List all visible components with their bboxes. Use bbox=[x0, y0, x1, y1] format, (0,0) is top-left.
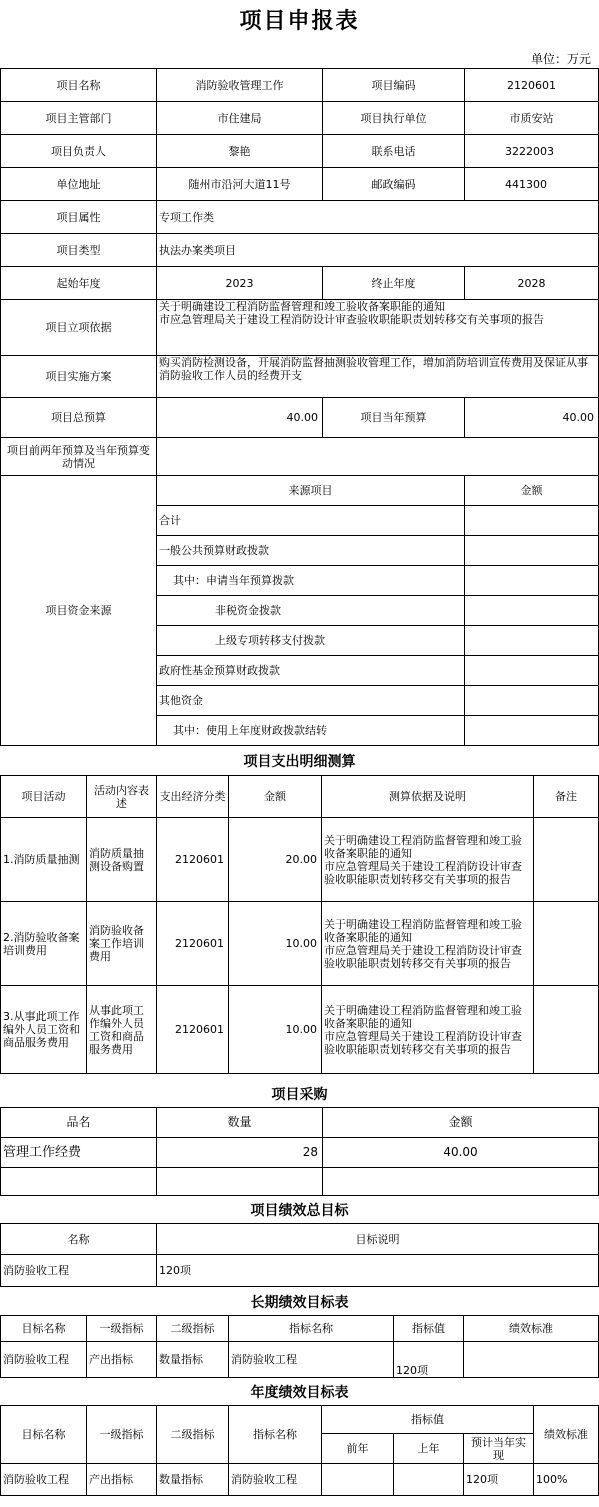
annual-subheader: 前年 bbox=[322, 1434, 394, 1464]
zip-value: 441300 bbox=[465, 168, 599, 201]
funding-row-carryover: 其中：使用上年度财政拨款结转 bbox=[157, 716, 465, 746]
type-value: 执法办案类项目 bbox=[157, 234, 599, 267]
funding-amount bbox=[465, 716, 599, 746]
purchase-header: 金额 bbox=[323, 1108, 599, 1138]
project-info-table bbox=[0, 68, 599, 746]
expense-amount: 10.00 bbox=[229, 986, 322, 1074]
expense-content: 消防质量抽测设备购置 bbox=[87, 818, 157, 902]
purchase-header: 品名 bbox=[1, 1108, 157, 1138]
total-value: 40.00 bbox=[157, 398, 323, 438]
annual-prev2 bbox=[322, 1464, 394, 1496]
annual-header: 指标值 bbox=[322, 1406, 534, 1434]
expense-header: 项目活动 bbox=[1, 776, 87, 818]
exec-label: 项目执行单位 bbox=[323, 102, 465, 135]
expense-class: 2120601 bbox=[157, 902, 229, 986]
start-label: 起始年度 bbox=[1, 267, 157, 300]
basis-label: 项目立项依据 bbox=[1, 300, 157, 356]
purchase-name bbox=[1, 1168, 157, 1196]
expense-basis: 关于明确建设工程消防监督管理和竣工验收备案职能的通知 市应急管理局关于建设工程消防设计审查验收职能职责划转移交有关事项的报告 bbox=[322, 818, 534, 902]
funding-row-other: 其他资金 bbox=[157, 686, 465, 716]
purchase-header: 数量 bbox=[157, 1108, 323, 1138]
annual-header: 目标名称 bbox=[1, 1406, 87, 1464]
expense-header: 金额 bbox=[229, 776, 322, 818]
annual-subheader: 预计当年实现 bbox=[464, 1434, 534, 1464]
longterm-table bbox=[0, 1315, 599, 1378]
funding-row-transfer: 上级专项转移支付拨款 bbox=[157, 626, 465, 656]
addr-value: 随州市沿河大道11号 bbox=[157, 168, 323, 201]
annual-expected: 120项 bbox=[464, 1464, 534, 1496]
end-value: 2028 bbox=[465, 267, 599, 300]
annual-table bbox=[0, 1405, 599, 1496]
annual-header: 二级指标 bbox=[157, 1406, 229, 1464]
purchase-name: 管理工作经费 bbox=[1, 1138, 157, 1168]
overall-desc: 120项 bbox=[157, 1255, 599, 1287]
exec-value: 市质安站 bbox=[465, 102, 599, 135]
funding-col-amount: 金额 bbox=[465, 476, 599, 506]
purchase-amount bbox=[323, 1168, 599, 1196]
annual-subheader: 上年 bbox=[394, 1434, 464, 1464]
dept-label: 项目主管部门 bbox=[1, 102, 157, 135]
project-name: 消防验收管理工作 bbox=[157, 69, 323, 102]
expense-note bbox=[534, 818, 599, 902]
unit-label: 单位：万元 bbox=[530, 52, 591, 66]
longterm-l1: 产出指标 bbox=[87, 1342, 157, 1378]
annual-indicator: 消防验收工程 bbox=[229, 1464, 322, 1496]
change-label: 项目前两年预算及当年预算变动情况 bbox=[1, 438, 157, 476]
phone-label: 联系电话 bbox=[323, 135, 465, 168]
expense-content: 消防验收备案工作培训费用 bbox=[87, 902, 157, 986]
basis-value: 关于明确建设工程消防监督管理和竣工验收备案职能的通知 市应急管理局关于建设工程消防设计审查验收职能职责划转移交有关事项的报告 bbox=[157, 300, 599, 356]
year-value: 40.00 bbox=[465, 398, 599, 438]
owner-value: 黎艳 bbox=[157, 135, 323, 168]
page-title: 项目申报表 bbox=[239, 9, 360, 34]
expense-activity: 2.消防验收备案培训费用 bbox=[1, 902, 87, 986]
longterm-title: 长期绩效目标表 bbox=[250, 1295, 349, 1311]
expense-class: 2120601 bbox=[157, 986, 229, 1074]
longterm-header: 二级指标 bbox=[157, 1316, 229, 1342]
funding-amount bbox=[465, 596, 599, 626]
code-label: 项目编码 bbox=[323, 69, 465, 102]
overall-title: 项目绩效总目标 bbox=[250, 1203, 349, 1219]
expense-table bbox=[0, 775, 599, 1074]
expense-header: 活动内容表述 bbox=[87, 776, 157, 818]
overall-name: 消防验收工程 bbox=[1, 1255, 157, 1287]
longterm-std bbox=[464, 1342, 599, 1378]
purchase-qty bbox=[157, 1168, 323, 1196]
purchase-amount: 40.00 bbox=[323, 1138, 599, 1168]
attr-label: 项目属性 bbox=[1, 201, 157, 234]
expense-note bbox=[534, 902, 599, 986]
expense-content: 从事此项工作编外人员工资和商品服务费用 bbox=[87, 986, 157, 1074]
year-label: 项目当年预算 bbox=[323, 398, 465, 438]
expense-basis: 关于明确建设工程消防监督管理和竣工验收备案职能的通知 市应急管理局关于建设工程消防设计审查验收职能职责划转移交有关事项的报告 bbox=[322, 902, 534, 986]
expense-title: 项目支出明细测算 bbox=[243, 754, 356, 770]
expense-class: 2120601 bbox=[157, 818, 229, 902]
funding-amount bbox=[465, 686, 599, 716]
annual-std: 100% bbox=[534, 1464, 599, 1496]
purchase-table bbox=[0, 1107, 599, 1196]
overall-header: 名称 bbox=[1, 1224, 157, 1255]
longterm-header: 绩效标准 bbox=[464, 1316, 599, 1342]
purchase-qty: 28 bbox=[157, 1138, 323, 1168]
annual-prev1 bbox=[394, 1464, 464, 1496]
expense-basis: 关于明确建设工程消防监督管理和竣工验收备案职能的通知 市应急管理局关于建设工程消防设计审查验收职能职责划转移交有关事项的报告 bbox=[322, 986, 534, 1074]
total-label: 项目总预算 bbox=[1, 398, 157, 438]
plan-label: 项目实施方案 bbox=[1, 356, 157, 398]
start-value: 2023 bbox=[157, 267, 323, 300]
funding-row-nontax: 非税资金拨款 bbox=[157, 596, 465, 626]
funding-row-fund: 政府性基金预算财政拨款 bbox=[157, 656, 465, 686]
funding-label: 项目资金来源 bbox=[1, 476, 157, 746]
funding-amount bbox=[465, 626, 599, 656]
funding-amount bbox=[465, 506, 599, 536]
annual-header: 绩效标准 bbox=[534, 1406, 599, 1464]
funding-row-general: 一般公共预算财政拨款 bbox=[157, 536, 465, 566]
annual-title: 年度绩效目标表 bbox=[250, 1385, 349, 1401]
end-label: 终止年度 bbox=[323, 267, 465, 300]
funding-row-total: 合计 bbox=[157, 506, 465, 536]
name-label: 项目名称 bbox=[1, 69, 157, 102]
expense-header: 测算依据及说明 bbox=[322, 776, 534, 818]
overall-header: 目标说明 bbox=[157, 1224, 599, 1255]
annual-l1: 产出指标 bbox=[87, 1464, 157, 1496]
funding-amount bbox=[465, 656, 599, 686]
expense-activity: 3.从事此项工作编外人员工资和商品服务费用 bbox=[1, 986, 87, 1074]
purchase-title: 项目采购 bbox=[271, 1087, 328, 1103]
expense-header: 支出经济分类 bbox=[157, 776, 229, 818]
longterm-header: 指标值 bbox=[394, 1316, 464, 1342]
longterm-l2: 数量指标 bbox=[157, 1342, 229, 1378]
longterm-header: 目标名称 bbox=[1, 1316, 87, 1342]
funding-col-source: 来源项目 bbox=[157, 476, 465, 506]
expense-amount: 20.00 bbox=[229, 818, 322, 902]
phone-value: 3222003 bbox=[465, 135, 599, 168]
annual-header: 指标名称 bbox=[229, 1406, 322, 1464]
expense-amount: 10.00 bbox=[229, 902, 322, 986]
owner-label: 项目负责人 bbox=[1, 135, 157, 168]
type-label: 项目类型 bbox=[1, 234, 157, 267]
funding-amount bbox=[465, 566, 599, 596]
expense-header: 备注 bbox=[534, 776, 599, 818]
annual-goal: 消防验收工程 bbox=[1, 1464, 87, 1496]
annual-header: 一级指标 bbox=[87, 1406, 157, 1464]
expense-activity: 1.消防质量抽测 bbox=[1, 818, 87, 902]
attr-value: 专项工作类 bbox=[157, 201, 599, 234]
zip-label: 邮政编码 bbox=[323, 168, 465, 201]
longterm-goal: 消防验收工程 bbox=[1, 1342, 87, 1378]
overall-table bbox=[0, 1223, 599, 1287]
project-code: 2120601 bbox=[465, 69, 599, 102]
change-value bbox=[157, 438, 599, 476]
longterm-header: 一级指标 bbox=[87, 1316, 157, 1342]
addr-label: 单位地址 bbox=[1, 168, 157, 201]
longterm-header: 指标名称 bbox=[229, 1316, 394, 1342]
expense-note bbox=[534, 986, 599, 1074]
dept-value: 市住建局 bbox=[157, 102, 323, 135]
annual-l2: 数量指标 bbox=[157, 1464, 229, 1496]
longterm-indicator: 消防验收工程 bbox=[229, 1342, 394, 1378]
longterm-value: 120项 bbox=[394, 1342, 464, 1378]
plan-value: 购买消防检测设备，开展消防监督抽测验收管理工作，增加消防培训宣传费用及保证从事消防验收工作人员的经费开支 bbox=[157, 356, 599, 398]
funding-amount bbox=[465, 536, 599, 566]
funding-row-current: 其中：申请当年预算拨款 bbox=[157, 566, 465, 596]
